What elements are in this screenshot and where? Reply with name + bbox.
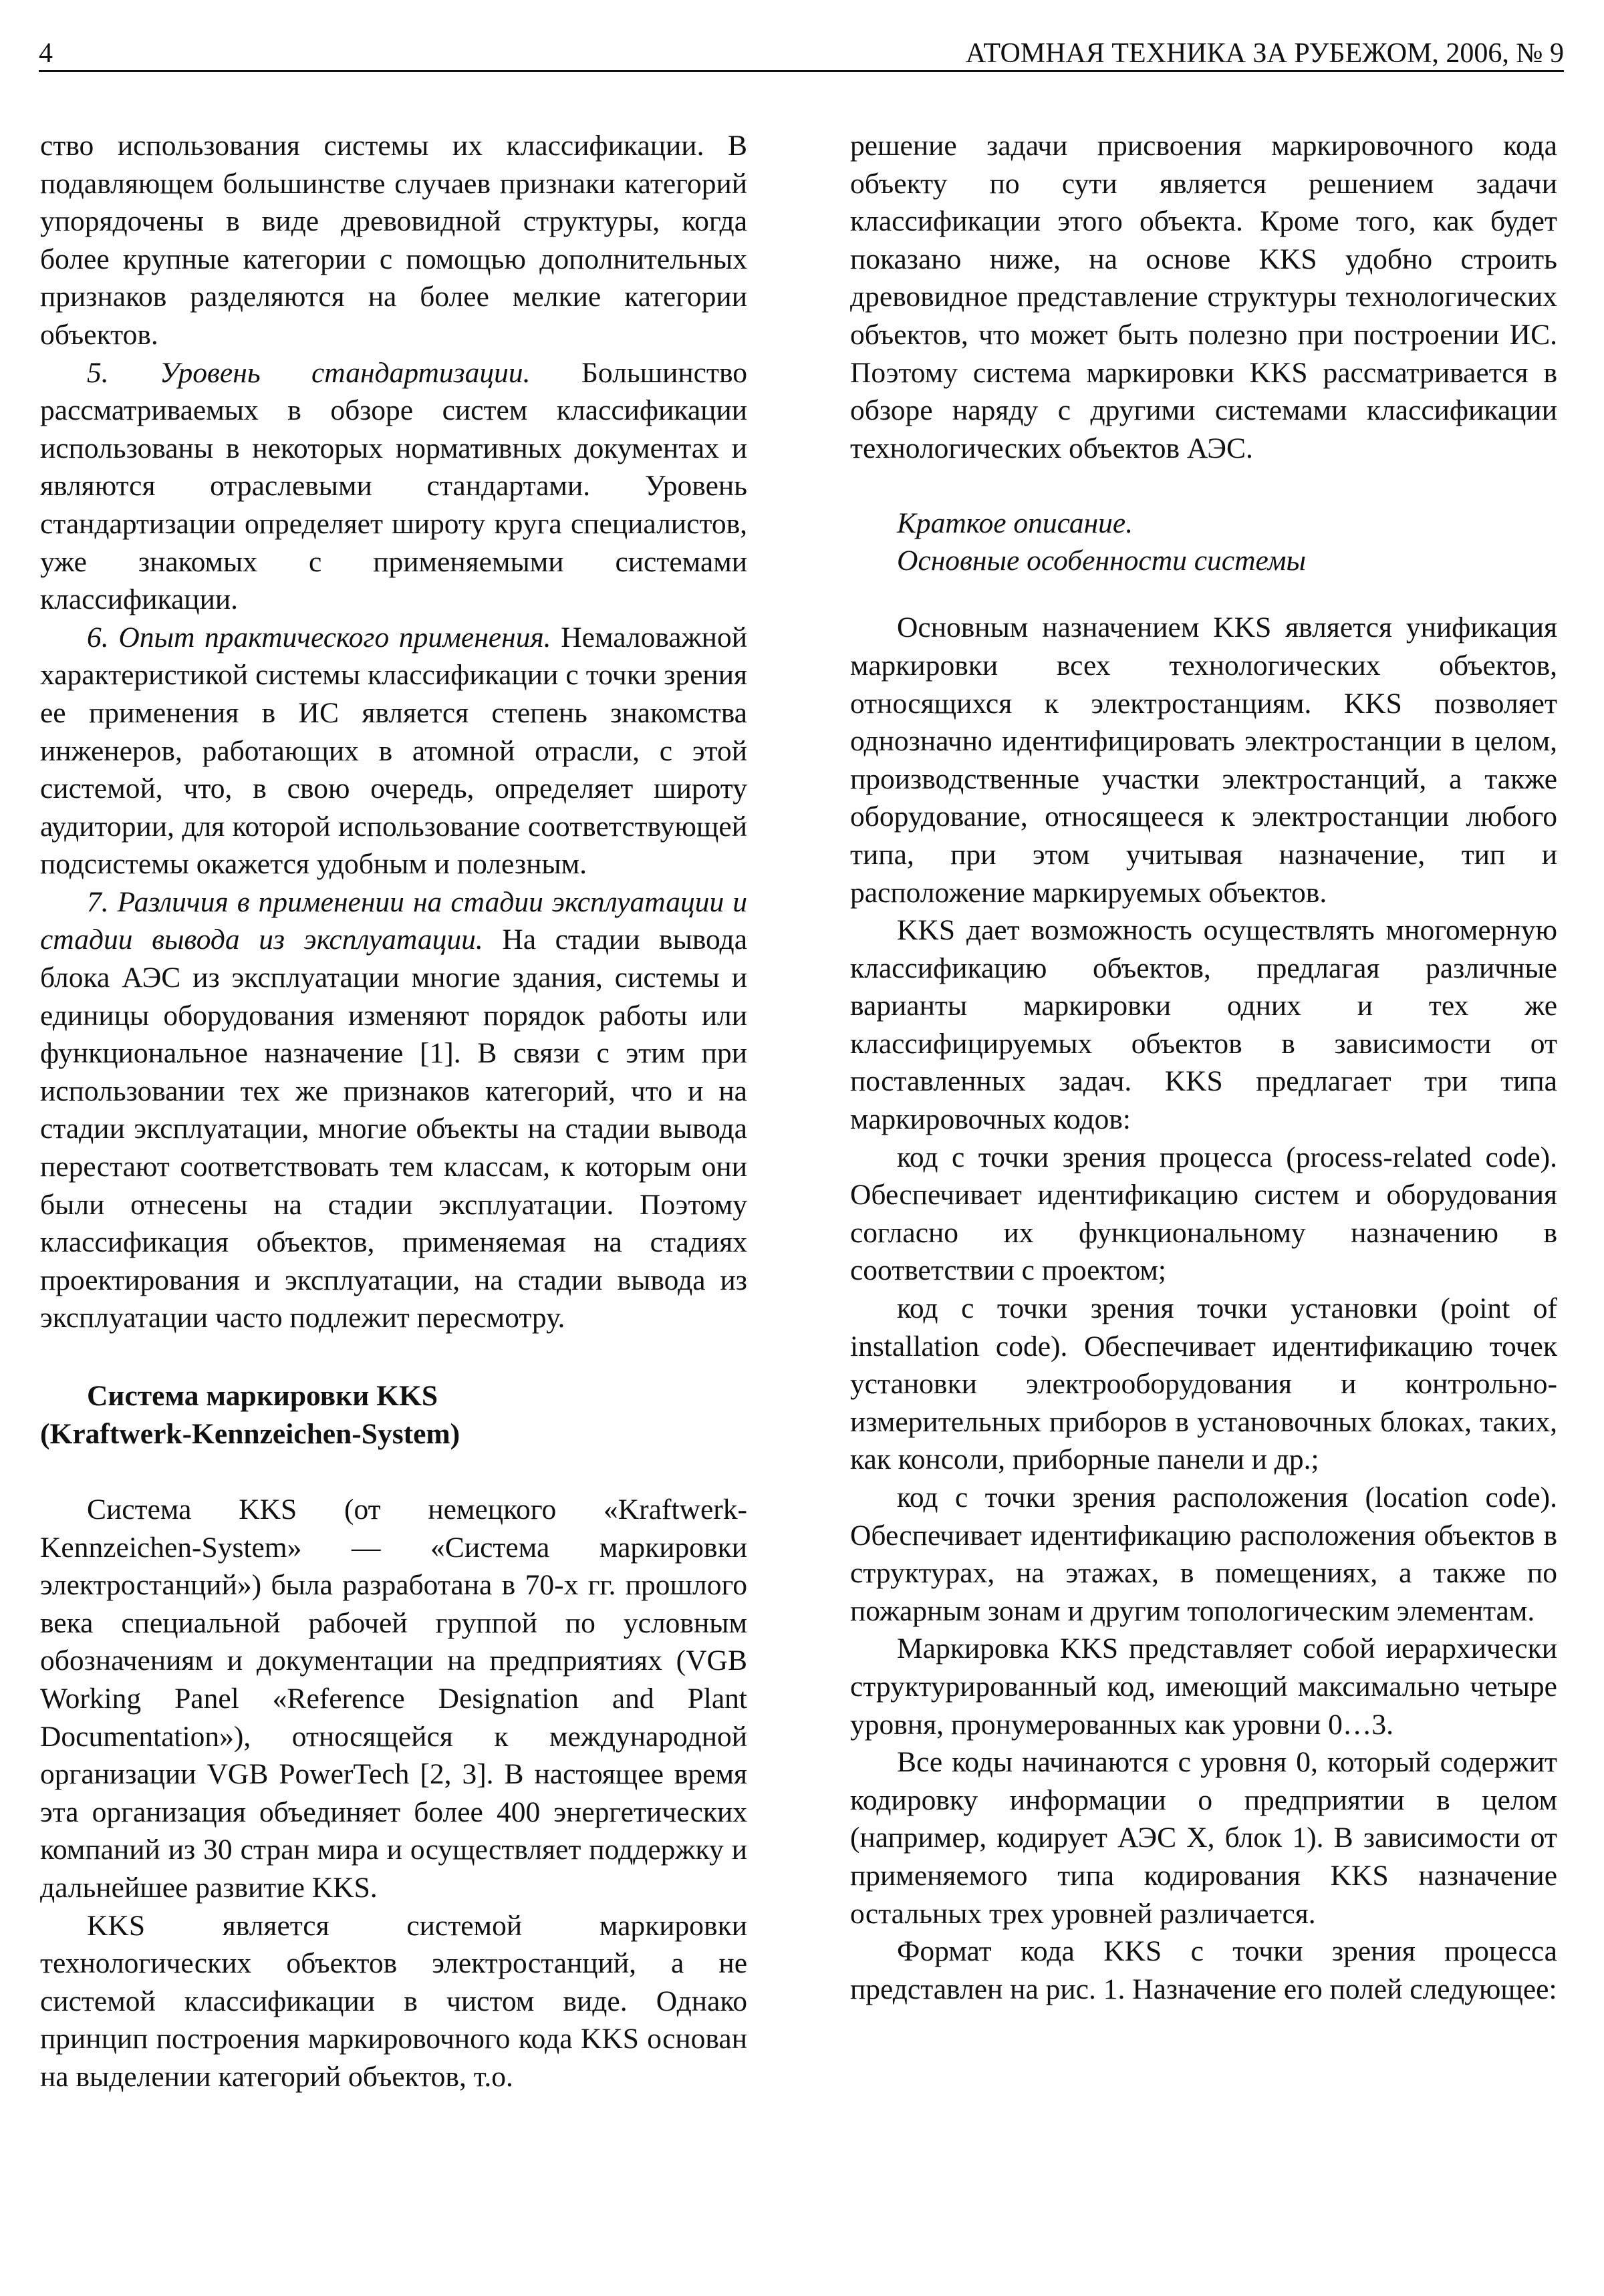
paragraph bbox=[40, 883, 747, 1337]
paragraph: ство использования системы их классификации. В подавляющем большинстве случаев признаки категорий упорядочены в виде древовидной структуры, когда более крупные категории с помощью дополнительных признаков разделяются на более мелкие категории объектов. bbox=[40, 130, 747, 351]
section-heading bbox=[40, 1377, 747, 1453]
paragraph: решение задачи присвоения маркировочного кода объекту по сути является решением задачи классификации этого объекта. Кроме того, как будет показано ниже, на основе KKS удобно строить древовидное представление структуры технологических объектов, что может быть полезно при построении ИС. Поэтому система маркировки KKS рассматривается в обзоре наряду с другими системами классификации технологических объектов АЭС. bbox=[850, 130, 1557, 464]
paragraph-title: 5. Уровень стандартизации. bbox=[87, 356, 531, 389]
section-heading-line1: Система маркировки KKS bbox=[87, 1380, 438, 1412]
paragraph-body: На стадии вывода блока АЭС из эксплуатации многие здания, системы и единицы оборудования изменяют порядок работы или функциональное назначение [1]. В связи с этим при использовании тех же признаков категорий, что и на стадии эксплуатации, многие объекты на стадии вывода перестают соответствовать тем классам, к которым они были отнесены на стадии эксплуатации. Поэтому классификация объектов, применяемая на стадиях проектирования и эксплуатации, на стадии вывода из эксплуатации часто подлежит пересмотру. bbox=[40, 923, 747, 1334]
list-item: код с точки зрения расположения (location code). Обеспечивает идентификацию расположения объектов в структурах, на этажах, в помещениях, а также по пожарным зонам и другим топологическим элементам. bbox=[850, 1481, 1557, 1627]
paragraph: Все коды начинаются с уровня 0, который содержит кодировку информации о предприятии в целом (например, кодирует АЭС Х, блок 1). В зависимости от применяемого типа кодирования KKS назначение остальных трех уровней различается. bbox=[850, 1746, 1557, 1930]
paragraph: Формат кода KKS с точки зрения процесса представлен на рис. 1. Назначение его полей следующее: bbox=[850, 1935, 1557, 2005]
section-heading-line2: (Kraftwerk-Kennzeichen-System) bbox=[40, 1418, 460, 1450]
paragraph-body: Немаловажной характеристикой системы классификации с точки зрения ее применения в ИС является степень знакомства инженеров, работающих в атомной отрасли, с этой системой, что, в свою очередь, определяет широту аудитории, для которой использование соответствующей подсистемы окажется удобным и полезным. bbox=[40, 621, 747, 881]
paragraph: Основным назначением KKS является унификация маркировки всех технологических объектов, относящихся к электростанциям. KKS позволяет однозначно идентифицировать электростанции в целом, производственные участки электростанций, а также оборудование, относящееся к электростанции любого типа, при этом учитывая назначение, тип и расположение маркируемых объектов. bbox=[850, 611, 1557, 909]
subsection-heading bbox=[850, 505, 1557, 579]
paragraph: Маркировка KKS представляет собой иерархически структурированный код, имеющий максимально четыре уровня, пронумерованных как уровни 0…3. bbox=[850, 1632, 1557, 1741]
paragraph-title: 6. Опыт практического применения. bbox=[87, 621, 551, 654]
page-number: 4 bbox=[39, 38, 53, 69]
paragraph: KKS является системой маркировки технологических объектов электростанций, а не системой классификации в чистом виде. Однако принцип построения маркировочного кода KKS основан на выделении категорий объектов, т.о. bbox=[40, 1909, 747, 2093]
paragraph bbox=[40, 354, 747, 619]
paragraph: KKS дает возможность осуществлять многомерную классификацию объектов, предлагая различные варианты маркировки одних и тех же классифицируемых объектов в зависимости от поставленных задач. KKS предлагает три типа маркировочных кодов: bbox=[850, 914, 1557, 1136]
list-item: код с точки зрения точки установки (point of installation code). Обеспечивает идентификацию точек установки электрооборудования и контрольно-измерительных приборов в установочных блоках, таких, как консоли, приборные панели и др.; bbox=[850, 1292, 1557, 1476]
subsection-heading-line1: Краткое описание. bbox=[897, 507, 1133, 540]
running-header bbox=[39, 27, 1564, 72]
left-column bbox=[40, 127, 747, 2096]
paragraph: Система KKS (от немецкого «Kraftwerk-Kennzeichen-System» — «Система маркировки электростанций») была разработана в 70-х гг. прошлого века специальной рабочей группой по условным обозначениям и документации на предприятиях (VGB Working Panel «Reference Designation and Plant Documentation»), относящейся к международной организации VGB PowerTech [2, 3]. В настоящее время эта организация объединяет более 400 энергетических компаний из 30 стран мира и осуществляет поддержку и дальнейшее развитие KKS. bbox=[40, 1493, 747, 1904]
paragraph bbox=[40, 619, 747, 883]
paragraph-body: Большинство рассматриваемых в обзоре систем классификации использованы в некоторых нормативных документах и являются отраслевыми стандартами. Уровень стандартизации определяет широту круга специалистов, уже знакомых с применяемыми системами классификации. bbox=[40, 356, 747, 616]
paragraph-title: 7. Различия в применении на стадии эксплуатации и стадии вывода из эксплуатации. bbox=[40, 885, 747, 956]
subsection-heading-line2: Основные особенности системы bbox=[897, 545, 1306, 577]
right-column bbox=[850, 127, 1557, 2008]
list-item: код с точки зрения процесса (process-related code). Обеспечивает идентификацию систем и оборудования согласно их функциональному назначению в соответствии с проектом; bbox=[850, 1141, 1557, 1287]
journal-title: АТОМНАЯ ТЕХНИКА ЗА РУБЕЖОМ, 2006, № 9 bbox=[965, 38, 1564, 69]
